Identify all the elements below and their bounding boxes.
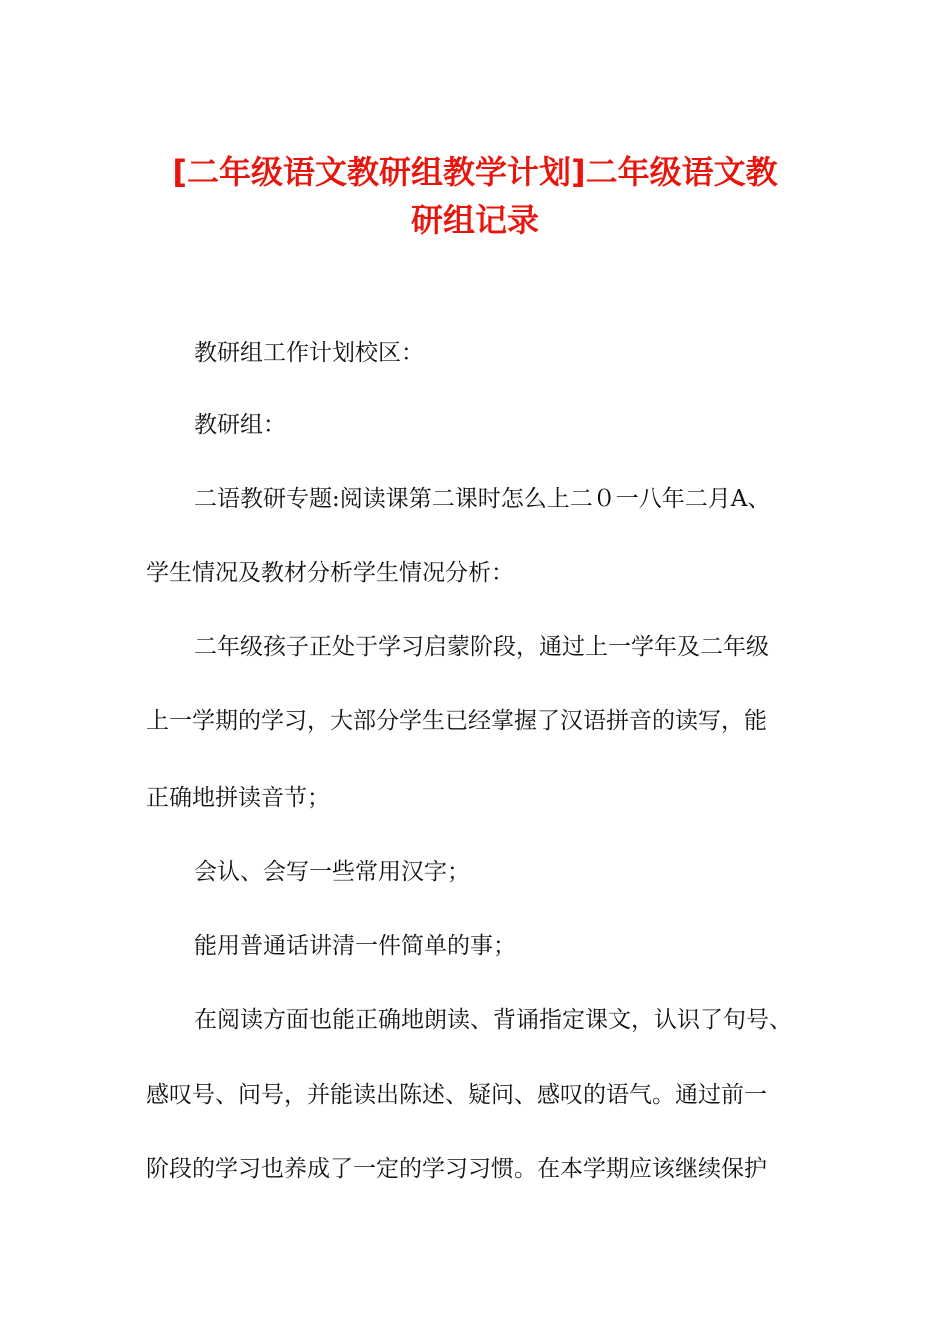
document-title-line-2: 研组记录 — [410, 201, 539, 239]
body-line: 二语教研专题:阅读课第二课时怎么上二０一八年二月A、 — [194, 486, 771, 512]
document-title-line-1: [二年级语文教研组教学计划]二年级语文教 — [172, 153, 778, 191]
body-line: 感叹号、问号，并能读出陈述、疑问、感叹的语气。通过前一 — [146, 1082, 767, 1108]
body-line: 阶段的学习也养成了一定的学习习惯。在本学期应该继续保护 — [146, 1156, 767, 1182]
body-line: 上一学期的学习，大部分学生已经掌握了汉语拼音的读写，能 — [146, 708, 767, 734]
body-line: 教研组： — [194, 412, 286, 438]
body-line: 学生情况及教材分析学生情况分析： — [146, 560, 514, 586]
body-line: 能用普通话讲清一件简单的事； — [194, 933, 516, 959]
body-line: 二年级孩子正处于学习启蒙阶段，通过上一学年及二年级 — [194, 634, 769, 660]
body-line: 教研组工作计划校区： — [194, 340, 424, 366]
body-line: 正确地拼读音节； — [146, 785, 330, 811]
body-line: 会认、会写一些常用汉字； — [194, 859, 470, 885]
body-line: 在阅读方面也能正确地朗读、背诵指定课文，认识了句号、 — [194, 1007, 792, 1033]
